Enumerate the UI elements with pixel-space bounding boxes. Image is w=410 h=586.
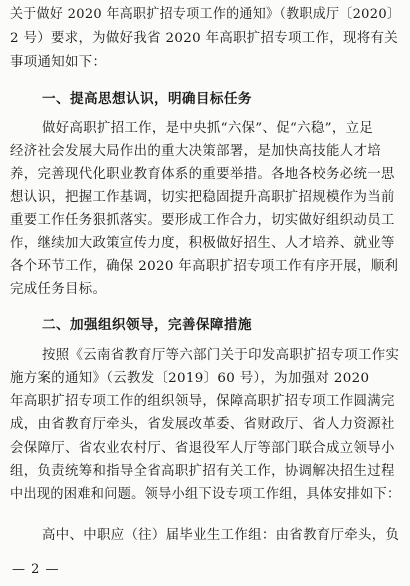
paragraph-line: 组，负责统筹和指导全省高职扩招有关工作，协调解决招生过程 (10, 464, 395, 479)
paragraph-line: 各个环节工作，确保 2020 年高职扩招专项工作有序开展，顺利 (10, 259, 399, 274)
paragraph-line: 养，完善现代化职业教育体系的重要举措。各地各校务必统一思 (10, 167, 395, 182)
paragraph-line: 会保障厅、省农业农村厅、省退役军人厅等部门联合成立领导小 (10, 441, 395, 456)
paragraph-line: 成，由省教育厅牵头，省发展改革委、省财政厅、省人力资源社 (10, 417, 395, 432)
intro-line: 关于做好 2020 年高职扩招专项工作的通知》（教职成厅〔2020〕 (10, 7, 401, 22)
section-heading: 一、提高思想认识，明确目标任务 (42, 91, 252, 107)
intro-line: 2 号）要求，为做好我省 2020 年高职扩招专项工作，现将有关 (10, 31, 398, 46)
paragraph-line: 施方案的通知》（云教发〔2019〕60 号），为加强对 2020 (10, 371, 370, 386)
intro-line: 事项通知如下： (10, 55, 107, 70)
paragraph-line: 按照《云南省教育厅等六部门关于印发高职扩招专项工作实 (42, 348, 400, 363)
paragraph-line: 中出现的困难和问题。领导小组下设专项工作组，具体安排如下： (10, 487, 401, 502)
paragraph-line: 重要工作任务狠抓落实。要形成工作合力，切实做好组织动员工 (10, 213, 395, 228)
paragraph-line: 做好高职扩招工作，是中央抓“六保”、促“六稳”，立足 (42, 121, 374, 136)
paragraph-line: 完成任务目标。 (10, 282, 107, 297)
section-heading: 二、加强组织领导，完善保障措施 (42, 317, 252, 333)
paragraph-line: 想认识，把握工作基调，切实把稳固提升高职扩招规模作为当前 (10, 190, 395, 205)
paragraph-line: 高中、中职应（往）届毕业生工作组：由省教育厅牵头，负 (42, 528, 400, 543)
paragraph-line: 作，继续加大政策宣传力度，积极做好招生、人才培养、就业等 (10, 236, 395, 251)
paragraph-line: 经济社会发展大局作出的重大决策部署，是加快高技能人才培 (10, 144, 381, 159)
page-number: — 2 — (12, 562, 60, 577)
paragraph-line: 年高职扩招专项工作的组织领导，保障高职扩招专项工作圆满完 (10, 394, 395, 409)
